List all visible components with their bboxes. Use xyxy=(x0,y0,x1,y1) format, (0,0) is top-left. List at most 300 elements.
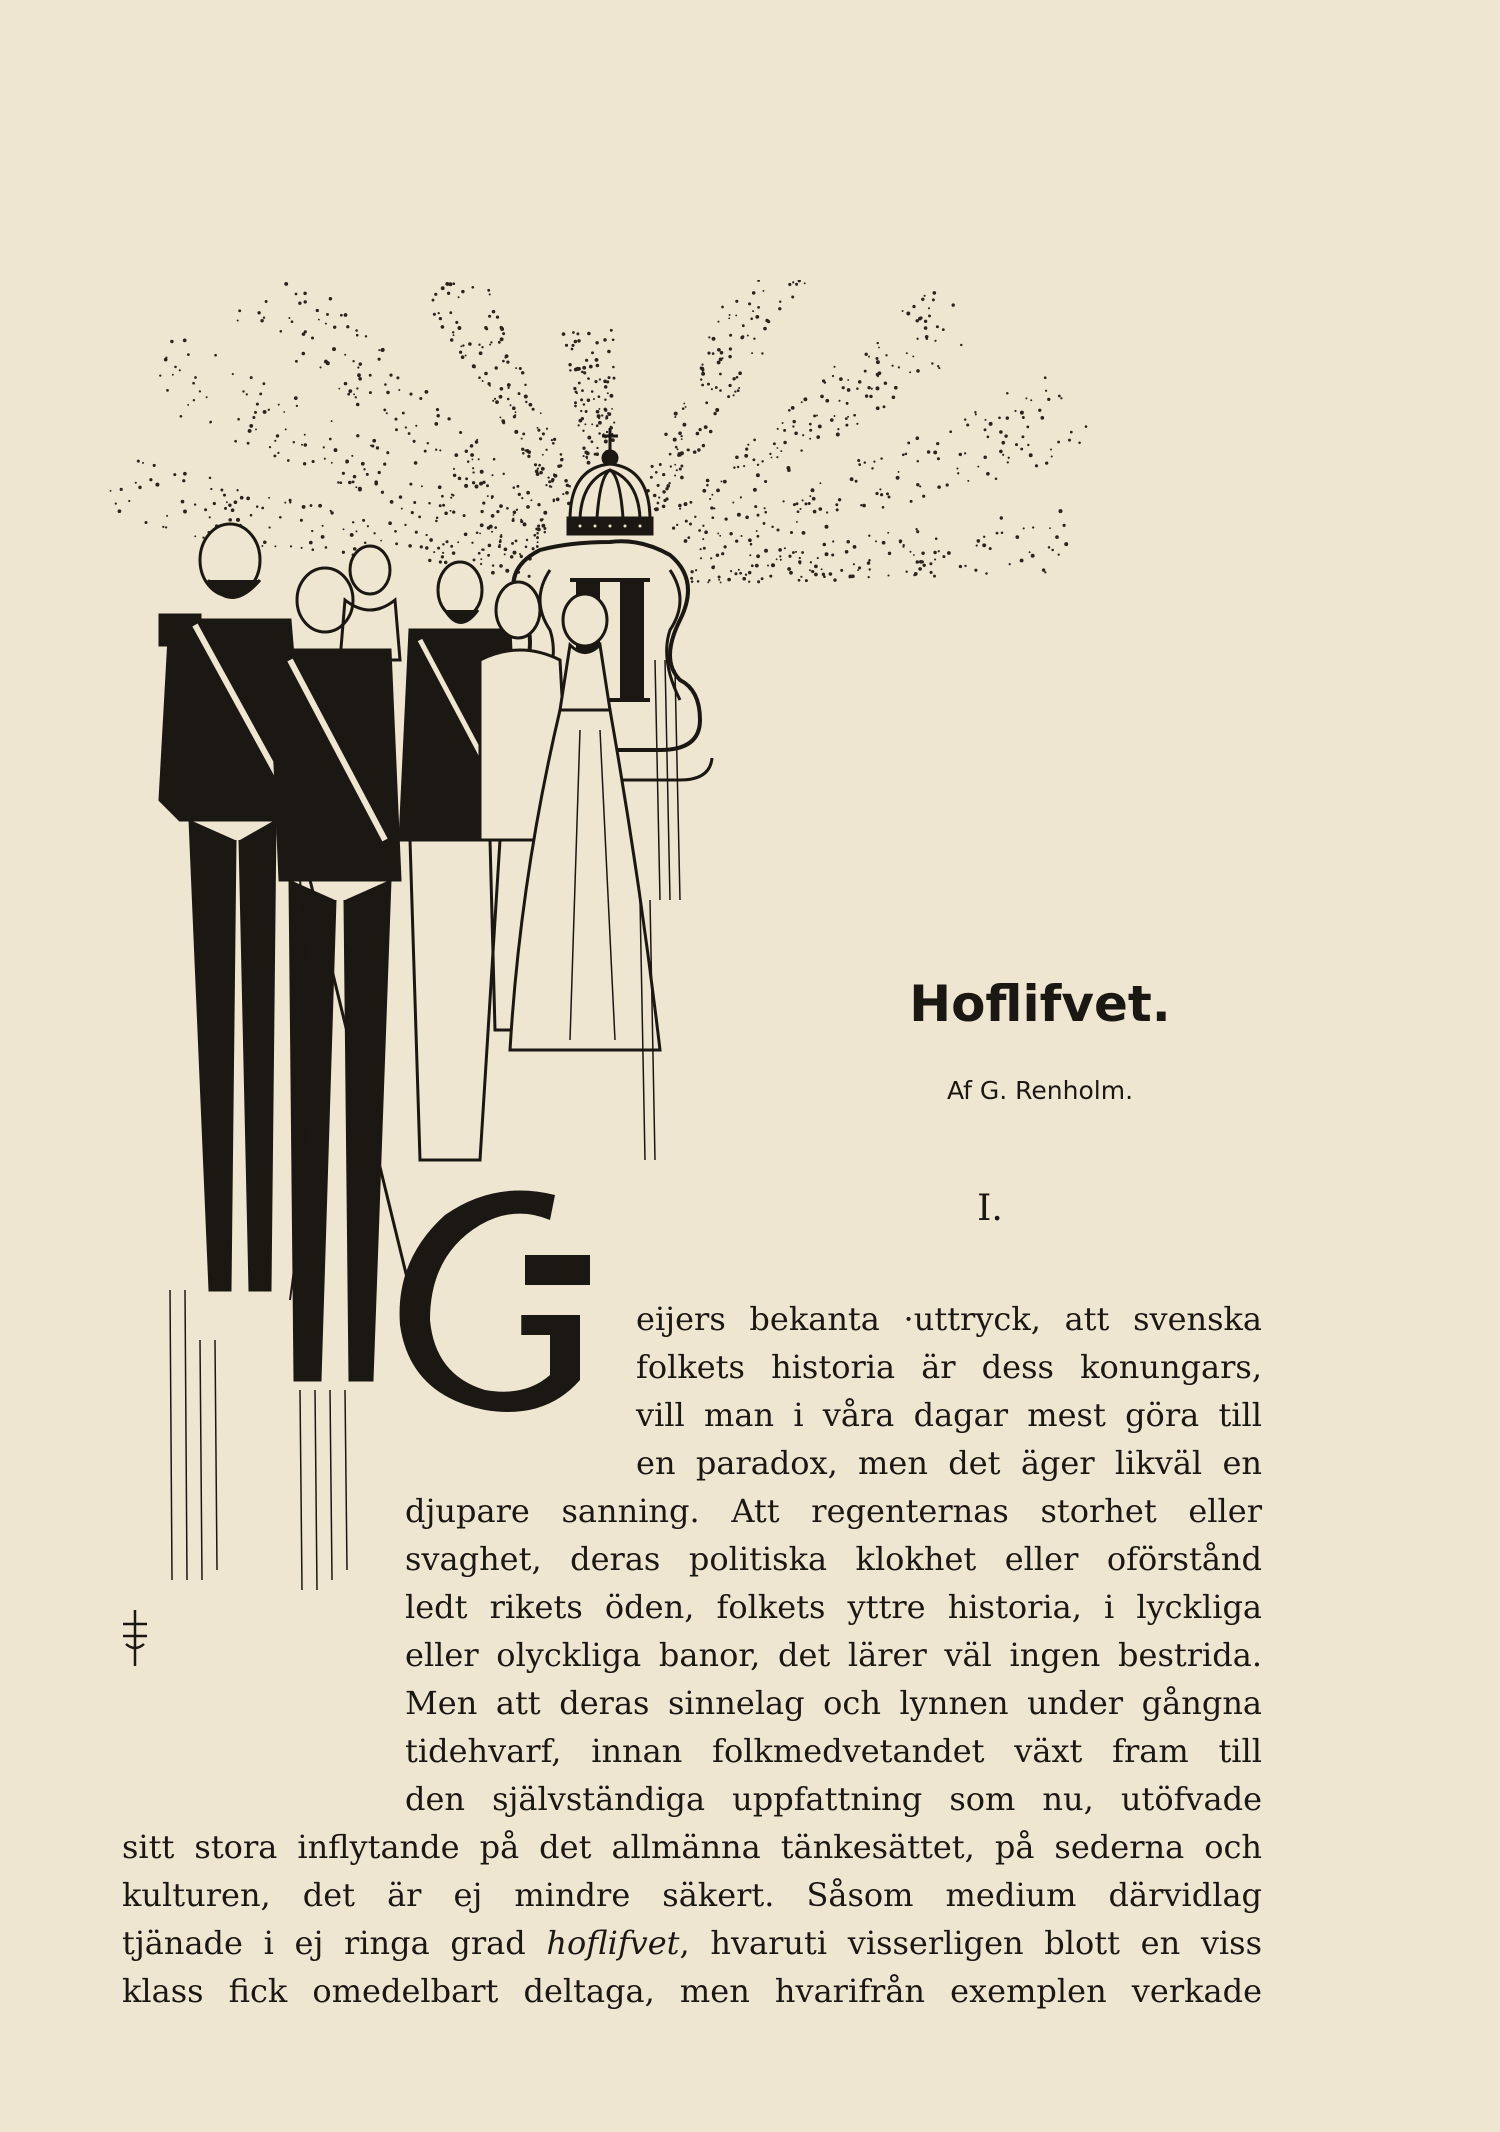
ray-dot xyxy=(732,501,734,503)
ray-dot xyxy=(716,489,720,493)
ray-dot xyxy=(263,540,267,544)
ray-dot xyxy=(240,496,244,500)
ray-dot xyxy=(344,382,348,386)
ray-dot xyxy=(674,474,676,476)
ray-dot xyxy=(595,358,599,362)
ray-dot xyxy=(867,386,870,389)
ray-dot xyxy=(996,532,999,535)
ray-dot xyxy=(719,358,723,362)
ray-dot xyxy=(519,553,521,555)
ray-dot xyxy=(937,485,941,489)
ray-dot xyxy=(836,433,840,437)
ray-dot xyxy=(932,291,936,295)
ray-dot xyxy=(612,366,615,369)
ray-dot xyxy=(799,508,801,510)
ray-dot xyxy=(727,395,730,398)
ray-dot xyxy=(444,561,448,565)
ray-dot xyxy=(321,535,325,539)
ray-dot xyxy=(411,511,414,514)
ray-dot xyxy=(591,351,594,354)
ray-dot xyxy=(756,473,760,477)
ray-dot xyxy=(651,465,654,468)
ray-dot xyxy=(736,376,739,379)
ray-dot xyxy=(480,470,484,474)
ray-dot xyxy=(247,442,250,445)
ray-dot xyxy=(479,533,481,535)
ray-dot xyxy=(593,398,595,400)
ray-dot xyxy=(526,491,530,495)
ray-dot xyxy=(898,366,900,368)
ray-dot xyxy=(545,449,547,451)
ray-dot xyxy=(579,419,583,423)
ray-dot xyxy=(938,367,940,369)
ray-dot xyxy=(776,447,778,449)
ray-dot xyxy=(234,440,237,443)
ray-dot xyxy=(415,425,417,427)
ray-dot xyxy=(821,568,823,570)
ray-dot xyxy=(450,497,452,499)
ray-dot xyxy=(975,413,977,415)
ray-dot xyxy=(1058,554,1060,556)
ray-dot xyxy=(502,360,505,363)
ray-dot xyxy=(550,486,552,488)
ray-dot xyxy=(1002,441,1006,445)
ray-dot xyxy=(716,553,719,556)
body-line-13: kulturen, det är ej mindre säkert. Såsom medium därvidlag xyxy=(122,1876,1262,1914)
ray-dot xyxy=(355,396,357,398)
ray-dot xyxy=(892,396,896,400)
ray-dot xyxy=(1004,434,1007,437)
ray-dot xyxy=(478,552,481,555)
ray-dot xyxy=(999,430,1003,434)
ray-dot xyxy=(745,448,748,451)
ray-dot xyxy=(657,502,660,505)
ray-dot xyxy=(582,366,586,370)
ray-dot xyxy=(478,344,480,346)
ray-dot xyxy=(439,449,441,451)
ray-dot xyxy=(538,464,541,467)
ray-dot xyxy=(591,423,593,425)
ray-dot xyxy=(964,418,966,420)
ray-dot xyxy=(860,504,862,506)
ray-dot xyxy=(838,400,840,402)
ray-dot xyxy=(820,395,824,399)
ray-dot xyxy=(1063,524,1066,527)
body-line-8: eller olyckliga banor, det lärer väl ingen bestrida. xyxy=(405,1636,1262,1674)
ray-dot xyxy=(478,458,480,460)
ray-dot xyxy=(734,572,737,575)
ray-dot xyxy=(1068,439,1071,442)
ray-dot xyxy=(764,480,767,483)
ray-dot xyxy=(436,414,439,417)
ray-dot xyxy=(537,429,540,432)
ray-dot xyxy=(869,395,872,398)
ray-dot xyxy=(855,480,858,483)
ray-dot xyxy=(427,442,429,444)
ray-dot xyxy=(811,488,815,492)
ray-dot xyxy=(559,464,562,467)
ray-dot xyxy=(149,478,152,481)
ray-dot xyxy=(607,350,610,353)
ray-dot xyxy=(587,398,590,401)
ray-dot xyxy=(745,516,749,520)
ray-dot xyxy=(304,443,307,446)
ray-dot xyxy=(698,529,701,532)
ray-dot xyxy=(878,347,880,349)
ray-dot xyxy=(864,370,867,373)
ray-dot xyxy=(756,530,758,532)
ray-dot xyxy=(224,507,227,510)
ray-dot xyxy=(888,552,891,555)
ray-dot xyxy=(921,560,924,563)
ray-dot xyxy=(537,427,539,429)
ray-dot xyxy=(613,422,615,424)
ray-dot xyxy=(907,441,910,444)
ray-dot xyxy=(720,581,722,583)
ray-dot xyxy=(462,344,464,346)
ray-dot xyxy=(1025,397,1027,399)
ray-dot xyxy=(491,495,494,498)
ray-dot xyxy=(541,524,545,528)
ray-dot xyxy=(934,558,936,560)
ray-dot xyxy=(749,554,751,556)
ray-dot xyxy=(912,355,914,357)
ray-dot xyxy=(578,424,580,426)
ray-dot xyxy=(261,507,264,510)
ray-dot xyxy=(894,386,898,390)
ray-dot xyxy=(696,432,700,436)
ray-dot xyxy=(813,414,816,417)
ray-dot xyxy=(865,394,868,397)
ray-dot xyxy=(708,579,710,581)
ray-dot xyxy=(792,420,795,423)
ray-dot xyxy=(659,463,662,466)
ray-dot xyxy=(761,352,763,354)
ray-dot xyxy=(801,551,804,554)
ray-dot xyxy=(506,507,509,510)
body-line-7: ledt rikets öden, folkets yttre historia, i lyckliga xyxy=(405,1588,1262,1626)
ray-dot xyxy=(598,417,600,419)
ray-dot xyxy=(395,418,398,421)
ray-dot xyxy=(537,524,540,527)
ray-dot xyxy=(718,579,720,581)
ray-dot xyxy=(495,400,499,404)
ray-dot xyxy=(541,467,545,471)
ray-dot xyxy=(274,440,276,442)
ray-dot xyxy=(500,396,502,398)
ray-dot xyxy=(810,561,812,563)
ray-dot xyxy=(757,580,760,583)
ray-dot xyxy=(677,454,680,457)
ray-dot xyxy=(515,539,518,542)
ray-dot xyxy=(871,388,873,390)
ray-dot xyxy=(830,418,834,422)
ray-dot xyxy=(425,534,427,536)
ray-dot xyxy=(609,394,613,398)
ray-dot xyxy=(303,292,306,295)
ray-dot xyxy=(676,524,678,526)
ray-dot xyxy=(710,557,712,559)
ray-dot xyxy=(730,570,732,572)
body-line-10: tidehvarf, innan folkmedvetandet växt fram till xyxy=(405,1732,1262,1770)
ray-dot xyxy=(461,290,464,293)
ray-dot xyxy=(352,360,354,362)
ray-dot xyxy=(499,544,501,546)
ray-dot xyxy=(803,397,807,401)
ray-dot xyxy=(514,430,518,434)
ray-dot xyxy=(967,480,969,482)
ray-dot xyxy=(936,325,939,328)
ray-dot xyxy=(915,319,918,322)
ray-dot xyxy=(687,536,690,539)
ray-dot xyxy=(819,482,821,484)
ray-dot xyxy=(226,501,228,503)
ray-dot xyxy=(916,530,919,533)
ray-dot xyxy=(711,388,713,390)
ray-dot xyxy=(738,569,740,571)
ray-dot xyxy=(603,338,607,342)
ray-dot xyxy=(583,403,586,406)
ray-dot xyxy=(757,306,760,309)
ray-dot xyxy=(836,508,839,511)
ray-dot xyxy=(489,293,491,295)
ray-dot xyxy=(179,369,181,371)
ray-dot xyxy=(510,404,512,406)
ray-dot xyxy=(1064,542,1068,546)
ray-dot xyxy=(488,544,492,548)
ray-dot xyxy=(728,384,731,387)
ray-dot xyxy=(452,331,454,333)
ray-dot xyxy=(709,498,711,500)
ray-dot xyxy=(383,408,386,411)
ray-dot xyxy=(727,578,731,582)
ray-dot xyxy=(674,412,678,416)
ray-dot xyxy=(847,388,851,392)
ray-dot xyxy=(454,453,458,457)
ray-dot xyxy=(974,411,976,413)
ray-dot xyxy=(910,500,913,503)
ray-dot xyxy=(511,542,514,545)
ray-dot xyxy=(596,453,599,456)
ray-dot xyxy=(720,351,724,355)
ray-dot xyxy=(868,576,870,578)
ray-dot xyxy=(613,377,616,380)
ray-dot xyxy=(288,317,290,319)
ray-dot xyxy=(957,468,959,470)
ray-dot xyxy=(499,564,503,568)
ray-dot xyxy=(853,414,856,417)
ray-dot xyxy=(172,374,174,376)
ray-dot xyxy=(934,340,936,342)
ray-dot xyxy=(395,428,398,431)
ray-dot xyxy=(404,524,406,526)
ray-dot xyxy=(607,376,610,379)
ray-dot xyxy=(515,367,517,369)
ray-dot xyxy=(582,430,584,432)
ray-dot xyxy=(539,437,542,440)
ray-dot xyxy=(463,514,466,517)
ray-dot xyxy=(712,337,716,341)
ray-dot xyxy=(472,467,474,469)
ray-dot xyxy=(720,480,722,482)
ray-dot xyxy=(408,544,412,548)
ray-dot xyxy=(932,298,935,301)
ray-dot xyxy=(500,337,504,341)
ray-dot xyxy=(545,484,547,486)
ray-dot xyxy=(536,545,539,548)
ray-dot xyxy=(740,535,742,537)
ray-dot xyxy=(767,320,770,323)
ray-dot xyxy=(351,455,353,457)
ray-dot xyxy=(898,471,900,473)
ray-dot xyxy=(583,455,585,457)
ray-dot xyxy=(850,477,854,481)
ray-dot xyxy=(273,454,276,457)
ray-dot xyxy=(1020,411,1024,415)
ray-dot xyxy=(302,352,306,356)
ray-dot xyxy=(343,528,345,530)
ray-dot xyxy=(204,508,207,511)
ray-dot xyxy=(674,416,676,418)
ray-dot xyxy=(771,563,775,567)
ray-dot xyxy=(818,424,822,428)
ray-dot xyxy=(764,507,766,509)
ray-dot xyxy=(921,298,924,301)
ray-dot xyxy=(499,539,501,541)
ray-dot xyxy=(276,434,279,437)
ray-dot xyxy=(357,373,361,377)
ray-dot xyxy=(553,438,556,441)
ray-dot xyxy=(680,465,683,468)
ray-dot xyxy=(574,401,577,404)
ray-dot xyxy=(560,453,563,456)
ray-dot xyxy=(553,498,556,501)
ray-dot xyxy=(605,417,608,420)
ray-dot xyxy=(322,525,324,527)
ray-dot xyxy=(452,551,456,555)
ray-dot xyxy=(491,514,495,518)
ray-dot xyxy=(332,347,336,351)
ray-dot xyxy=(771,526,773,528)
ray-dot xyxy=(596,424,599,427)
ray-dot xyxy=(942,328,945,331)
ray-dot xyxy=(679,432,682,435)
ray-dot xyxy=(455,321,458,324)
ray-dot xyxy=(582,447,585,450)
ray-dot xyxy=(846,540,850,544)
ray-dot xyxy=(793,503,796,506)
ray-dot xyxy=(750,543,753,546)
ray-dot xyxy=(805,579,808,582)
ray-dot xyxy=(348,481,352,485)
ray-dot xyxy=(442,543,444,545)
ray-dot xyxy=(448,282,452,286)
ray-dot xyxy=(520,520,523,523)
ray-dot xyxy=(783,500,785,502)
ray-dot xyxy=(779,300,781,302)
ray-dot xyxy=(234,500,238,504)
ray-dot xyxy=(236,518,240,522)
ray-dot xyxy=(757,535,760,538)
ray-dot xyxy=(791,406,795,410)
ray-dot xyxy=(573,387,576,390)
ray-dot xyxy=(839,377,843,381)
body-line-6: svaghet, deras politiska klokhet eller oförstånd xyxy=(405,1540,1262,1578)
ray-dot xyxy=(284,282,288,286)
ray-dot xyxy=(500,534,502,536)
ray-dot xyxy=(888,496,891,499)
ray-dot xyxy=(761,460,763,462)
ray-dot xyxy=(719,535,721,537)
ray-dot xyxy=(311,336,314,339)
ray-dot xyxy=(478,376,481,379)
ray-dot xyxy=(355,329,358,332)
ray-dot xyxy=(209,421,212,424)
ray-dot xyxy=(989,547,992,550)
ray-dot xyxy=(494,398,496,400)
ray-dot xyxy=(728,355,732,359)
ray-dot xyxy=(743,465,745,467)
ray-dot xyxy=(293,441,295,443)
ray-dot xyxy=(1035,464,1038,467)
ray-dot xyxy=(853,563,855,565)
ray-dot xyxy=(344,313,348,317)
ray-dot xyxy=(442,504,445,507)
ray-dot xyxy=(814,573,818,577)
ray-dot xyxy=(914,572,918,576)
ray-dot xyxy=(784,547,786,549)
ray-dot xyxy=(747,335,749,337)
ray-dot xyxy=(1059,509,1063,513)
ray-dot xyxy=(384,383,387,386)
ray-dot xyxy=(751,564,754,567)
ray-dot xyxy=(585,410,588,413)
ray-dot xyxy=(1014,410,1016,412)
ray-dot xyxy=(257,311,260,314)
ray-dot xyxy=(611,438,615,442)
ray-dot xyxy=(681,438,683,440)
ray-dot xyxy=(706,484,709,487)
ray-dot xyxy=(594,380,597,383)
ray-dot xyxy=(883,405,886,408)
ray-dot xyxy=(166,389,169,392)
ray-dot xyxy=(183,510,187,514)
ray-dot xyxy=(703,547,706,550)
ray-dot xyxy=(1051,549,1054,552)
ray-dot xyxy=(438,485,442,489)
ray-dot xyxy=(472,364,476,368)
ray-dot xyxy=(715,408,719,412)
ray-dot xyxy=(796,502,799,505)
ray-dot xyxy=(604,440,608,444)
ray-dot xyxy=(798,579,801,582)
ray-dot xyxy=(438,312,440,314)
ray-dot xyxy=(513,415,516,418)
ray-dot xyxy=(1026,425,1029,428)
ray-dot xyxy=(342,551,345,554)
ray-dot xyxy=(1020,559,1024,563)
ray-dot xyxy=(356,334,359,337)
ray-dot xyxy=(713,507,715,509)
ray-dot xyxy=(792,281,794,283)
ray-dot xyxy=(437,547,440,550)
ray-dot xyxy=(877,375,879,377)
ray-dot xyxy=(489,344,491,346)
ray-dot xyxy=(138,486,141,489)
ray-dot xyxy=(510,555,513,558)
ray-dot xyxy=(792,425,794,427)
emphasis-hoflifvet: hoflifvet xyxy=(546,1924,680,1962)
